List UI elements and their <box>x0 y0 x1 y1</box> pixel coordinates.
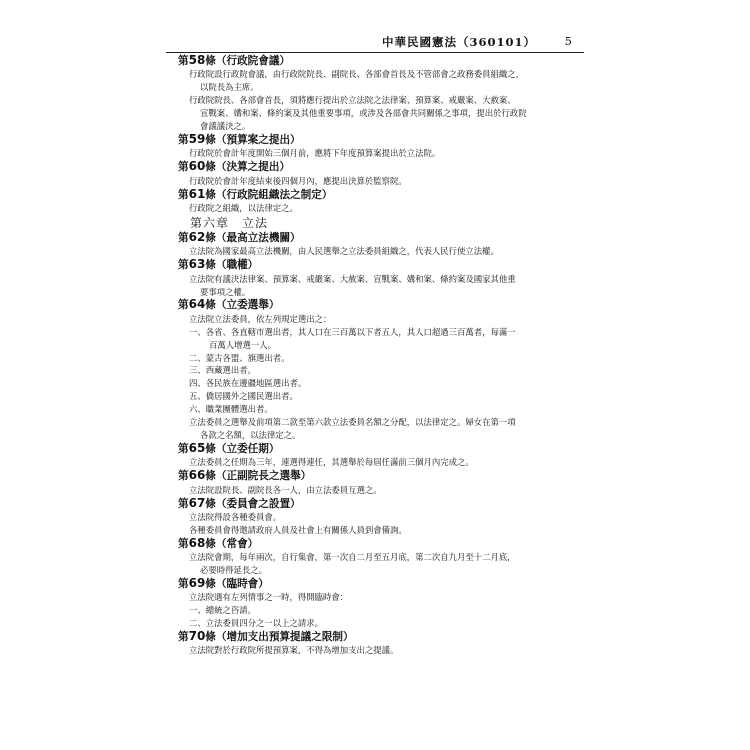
article-text-line: 各種委員會得邀請政府人員及社會上有關係人員到會備詢。 <box>189 524 407 535</box>
article-prefix: 第 <box>178 470 189 483</box>
article-text-line: 立法院為國家最高立法機關，由人民選舉之立法委員組織之，代表人民行使立法權。 <box>189 246 499 257</box>
article-text-line: 以院長為主席。 <box>200 82 259 93</box>
article-title: 條（行政院會議） <box>205 55 291 67</box>
article-title: 條（正副院長之選舉） <box>205 470 312 483</box>
article-heading-61 <box>178 188 578 202</box>
article-number: 64 <box>188 297 206 312</box>
article-list-item: 五、僑居國外之國民選出者。 <box>189 391 298 402</box>
article-prefix: 第 <box>178 631 189 644</box>
article-list-item: 三、西藏選出者。 <box>189 365 256 376</box>
article-prefix: 第 <box>178 259 189 272</box>
article-text-line: 立法院對於行政院所提預算案，不得為增加支出之提議。 <box>189 645 399 656</box>
article-text-line: 行政院設行政院會議，由行政院院長、副院長、各部會首長及不管部會之政務委員組織之， <box>189 69 524 80</box>
article-prefix: 第 <box>178 231 189 244</box>
article-title: 條（立委任期） <box>205 442 280 455</box>
article-title: 條（預算案之提出） <box>205 133 301 146</box>
article-prefix: 第 <box>178 577 189 590</box>
article-text-line: 各款之名額，以法律定之。 <box>200 429 301 440</box>
chapter-heading: 第六章 立法 <box>190 215 269 230</box>
article-number: 66 <box>188 468 206 483</box>
article-prefix: 第 <box>178 133 189 146</box>
article-prefix: 第 <box>178 55 189 67</box>
article-text-line: 行政院院長、各部會首長，須將應行提出於立法院之法律案、預算案、戒嚴案、大赦案、 <box>189 95 516 106</box>
article-heading-65 <box>178 442 578 456</box>
article-number: 60 <box>188 159 206 174</box>
article-title: 條（立委選舉） <box>205 299 280 312</box>
article-number: 61 <box>188 186 206 201</box>
article-heading-68 <box>178 537 578 551</box>
article-heading-60 <box>178 160 578 174</box>
article-text-line: 立法院得設各種委員會。 <box>189 511 282 522</box>
article-prefix: 第 <box>178 188 189 201</box>
article-heading-66 <box>178 469 578 483</box>
article-list-item: 百萬人增選一人。 <box>209 339 276 350</box>
article-text-line: 行政院於會計年度開始三個月前，應將下年度預算案提出於立法院。 <box>189 148 441 159</box>
article-heading-62 <box>178 231 578 245</box>
running-header <box>166 30 584 53</box>
article-number: 63 <box>188 257 206 272</box>
article-title: 條（增加支出預算提議之限制） <box>205 631 354 644</box>
article-text-line: 要事項之權。 <box>200 286 251 297</box>
article-number: 58 <box>188 53 206 67</box>
page-number: 5 <box>564 34 572 48</box>
document-page <box>166 0 584 750</box>
article-number: 68 <box>188 535 206 550</box>
article-number: 70 <box>188 629 206 644</box>
article-number: 59 <box>188 131 206 146</box>
article-text-line: 立法院遇有左列情事之一時，得開臨時會： <box>189 592 349 603</box>
article-prefix: 第 <box>178 537 189 550</box>
article-title: 條（行政院組織法之制定） <box>205 188 333 201</box>
article-text-line: 立法委員之選舉及前項第二款至第六款立法委員名額之分配，以法律定之。婦女在第一項 <box>189 417 516 428</box>
article-number: 67 <box>188 495 206 510</box>
article-title: 條（常會） <box>205 537 259 550</box>
article-heading-70 <box>178 630 578 644</box>
header-title: 中華民國憲法（360101） <box>381 35 536 49</box>
article-title: 條（最高立法機關） <box>205 231 301 244</box>
article-text-line: 立法院設院長、副院長各一人，由立法委員互選之。 <box>189 484 382 495</box>
article-text-line: 立法院立法委員，依左列規定選出之： <box>189 313 332 324</box>
article-prefix: 第 <box>178 442 189 455</box>
article-heading-59 <box>178 133 578 147</box>
article-text-line: 宣戰案、媾和案、條約案及其他重要事項，或涉及各部會共同關係之事項，提出於行政院 <box>200 108 527 119</box>
article-list-item: 四、各民族在邊疆地區選出者。 <box>189 378 307 389</box>
article-list-item: 一、各省、各直轄市選出者，其人口在三百萬以下者五人，其人口超過三百萬者，每滿一 <box>189 326 516 337</box>
article-title: 條（決算之提出） <box>205 161 291 174</box>
article-heading-63 <box>178 258 578 272</box>
article-text-line: 必要時得延長之。 <box>200 565 267 576</box>
article-text-line: 行政院於會計年度結束後四個月內，應提出決算於監察院。 <box>189 175 407 186</box>
article-list-item: 六、職業團體選出者。 <box>189 404 273 415</box>
article-number: 65 <box>188 440 206 455</box>
article-text-line: 立法委員之任期為三年，連選得連任，其選舉於每屆任滿前三個月內完成之。 <box>189 457 474 468</box>
article-text-line: 立法院有議決法律案、預算案、戒嚴案、大赦案、宣戰案、媾和案、條約案及國家其他重 <box>189 273 516 284</box>
article-title: 條（臨時會） <box>205 577 269 590</box>
article-heading-67 <box>178 497 578 511</box>
article-number: 62 <box>188 229 206 244</box>
article-prefix: 第 <box>178 497 189 510</box>
article-heading-69 <box>178 577 578 591</box>
article-title: 條（職權） <box>205 259 259 272</box>
article-text-line: 行政院之組織，以法律定之。 <box>189 202 298 213</box>
article-number: 69 <box>188 575 206 590</box>
document-body <box>178 54 578 657</box>
article-title: 條（委員會之設置） <box>205 497 301 510</box>
article-text-line: 立法院會期，每年兩次，自行集會，第一次自二月至五月底，第二次自九月至十二月底， <box>189 552 516 563</box>
article-prefix: 第 <box>178 299 189 312</box>
article-prefix: 第 <box>178 161 189 174</box>
article-text-line: 會議議決之。 <box>200 121 251 132</box>
article-heading-58 <box>178 54 578 68</box>
article-list-item: 二、蒙古各盟、旗選出者。 <box>189 352 290 363</box>
article-heading-64 <box>178 298 578 312</box>
article-list-item: 二、立法委員四分之一以上之請求。 <box>189 618 323 629</box>
article-list-item: 一、總統之咨請。 <box>189 605 256 616</box>
